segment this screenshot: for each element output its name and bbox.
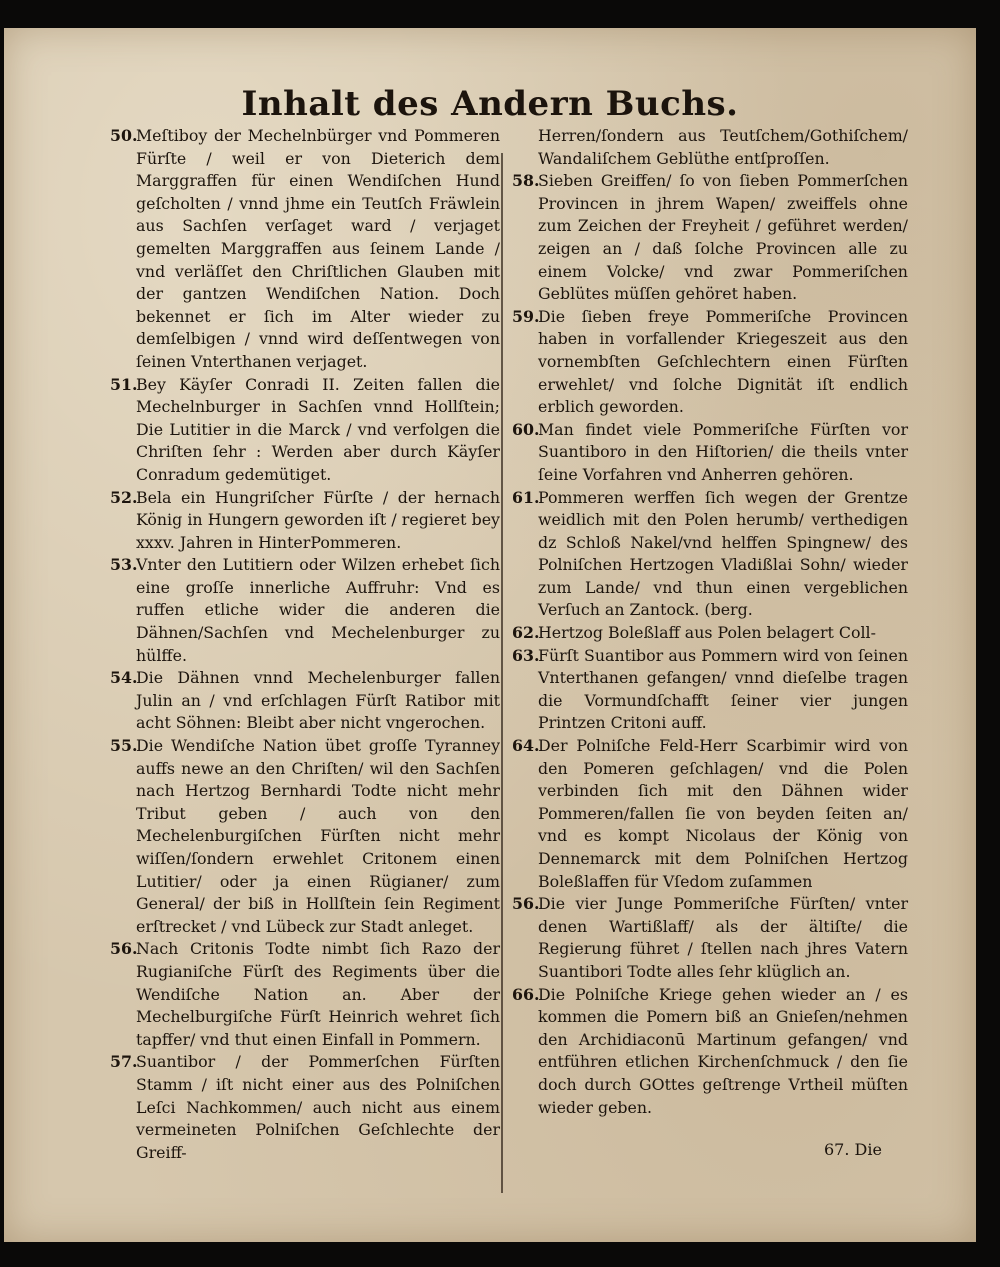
entry-text: Die ſieben freye Pommeriſche Provincen haben in vorfallender Kriegeszeit aus den vornembſten Geſchlechtern einen Fürſten erwehlet/ vnd ſolche Dignität iſt endlich erblich geworden. [538,306,908,417]
continuation-text: Herren/ſondern aus Teutſchem/Gothiſchem/ Wandaliſchem Geblüthe entſproſſen. [538,126,908,168]
entry-number: 58. [512,171,540,191]
entry-number: 66. [512,984,540,1004]
entry-text: Bey Käyſer Conradi II. Zeiten fallen die Mechelnburger in Sachſen vnnd Hollſtein; Die Lutitier in die Marck / vnd verfolgen die Chriſten ſehr : Werden aber durch Käyſer Conradum gedemütiget. [136,374,500,484]
list-item [110,554,500,667]
entry-number: 64. [512,736,540,756]
entry-text: Sieben Greiffen/ ſo von ſieben Pommerſchen Provincen in jhrem Wapen/ zweiffels ohne zum Zeichen der Freyheit / geführet werden/ zeigen an / daß ſolche Provincen alle zu einem Volcke/ vnd zwar Pommeriſchen Geblütes müſſen gehöret haben. [538,171,908,304]
entry-number: 63. [512,645,540,665]
entry-number: 60. [512,419,540,439]
list-item [512,645,908,735]
catchword: 67. Die [824,1140,882,1159]
entry-number: 53. [110,555,138,575]
list-item [110,735,500,938]
left-column [110,125,500,1164]
entry-text: Bela ein Hungriſcher Fürſte / der hernach König in Hungern geworden iſt / regieret bey xxxv. Jahren in HinterPommeren. [136,487,500,552]
entry-text: Pommeren werffen ſich wegen der Grentze weidlich mit den Polen herumb/ verthedigen dz Schloß Nakel/vnd helffen Spingnew/ des Polniſchen Hertzogen Vladißlai Sohn/ wieder zum Lande/ vnd thun einen vergeblichen Verſuch an Zantock. (berg. [538,487,908,620]
list-item [512,306,908,419]
list-item [512,735,908,893]
entry-number: 54. [110,668,138,688]
entry-number: 56. [512,894,540,914]
entry-text: Der Polniſche Feld-Herr Scarbimir wird von den Pomeren geſchlagen/ vnd die Polen verbinden ſich mit den Dähnen wider Pommeren/fallen ſie von beyden ſeiten an/ vnd es kompt Nicolaus der König von Dennemarck mit dem Polniſchen Hertzog Boleßlaffen für Vſedom zuſammen [538,736,908,891]
right-column [512,125,908,1119]
entry-text: Meſtiboy der Mechelnbürger vnd Pommeren Fürſte / weil er von Dieterich dem Marggraffen für einen Wendiſchen Hund geſcholten / vnnd jhme ein Teutſch Fräwlein aus Sachſen verſaget ward / verjaget gemelten Marggraffen aus ſeinem Lande / vnd verläſſet den Chriſtlichen Glauben mit der gantzen Wendiſchen Nation. Doch bekennet er ſich im Alter wieder zu demſelbigen / vnnd wird deſſentwegen von ſeinen Vnterthanen verjaget. [136,126,500,371]
entry-number: 62. [512,623,540,643]
entry-text: Suantibor / der Pommerſchen Fürſten Stamm / iſt nicht einer aus des Polniſchen Leſci Nachkommen/ auch nicht aus einem vermeineten Polniſchen Geſchlechte der Greiff- [136,1052,500,1162]
entry-text: Die vier Junge Pommeriſche Fürſten/ vnter denen Wartißlaff/ als der ältiſte/ die Regierung führet / ſtellen nach jhres Vatern Suantibori Todte alles ſehr klüglich an. [538,894,908,981]
entry-number: 59. [512,306,540,326]
entry-number: 61. [512,487,540,507]
column-divider [501,153,503,1193]
entry-number: 56. [110,939,138,959]
list-item [110,374,500,487]
list-item [110,1051,500,1164]
list-item [512,170,908,306]
list-item [512,487,908,623]
entry-text: Vnter den Lutitiern oder Wilzen erhebet ſich eine groſſe innerliche Auffruhr: Vnd es ruffen etliche wider die anderen die Dähnen/Sachſen vnd Mechelenburger zu hülffe. [136,555,500,665]
book-page [4,28,976,1242]
list-item [512,893,908,983]
list-item [512,984,908,1120]
entry-number: 55. [110,736,138,756]
entry-text: Die Dähnen vnnd Mechelenburger fallen Julin an / vnd erſchlagen Fürſt Ratibor mit acht Söhnen: Bleibt aber nicht vngerochen. [136,668,500,733]
list-item [110,667,500,735]
entry-text: Man findet viele Pommeriſche Fürſten vor Suantiboro in den Hiſtorien/ die theils vnter ſeine Vorfahren vnd Anherren gehören. [538,419,908,484]
list-item [512,622,908,645]
list-item [110,487,500,555]
list-item [512,419,908,487]
entry-number: 51. [110,374,138,394]
list-item [110,125,500,374]
list-item [110,938,500,1051]
entry-text: Die Wendiſche Nation übet groſſe Tyranney auffs newe an den Chriſten/ wil den Sachſen nach Hertzog Bernhardi Todte nicht mehr Tribut geben / auch von den Mechelenburgiſchen Fürſten nicht mehr wiſſen/ſondern erwehlet Critonem einen Lutitier/ oder ja einen Rügianer/ zum General/ der biß in Hollſtein ſein Regiment erſtrecket / vnd Lübeck zur Stadt anleget. [136,736,500,936]
entry-text: Die Polniſche Kriege gehen wieder an / es kommen die Pomern biß an Gnieſen/nehmen den Archidiaconū Martinum gefangen/ vnd entführen etlichen Kirchenſchmuck / den ſie doch durch GOttes geſtrenge Vrtheil müſten wieder geben. [538,984,908,1117]
entry-number: 57. [110,1052,138,1072]
entry-number: 50. [110,126,138,145]
page-title: Inhalt des Andern Buchs. [241,84,739,124]
entry-number: 52. [110,487,138,507]
entry-text: Fürſt Suantibor aus Pommern wird von ſeinen Vnterthanen gefangen/ vnnd dieſelbe tragen die Vormundſchafft ſeiner vier jungen Printzen Critoni auff. [538,645,908,733]
entry-text: Hertzog Boleßlaff aus Polen belagert Coll- [538,623,876,643]
entry-text: Nach Critonis Todte nimbt ſich Razo der Rugianiſche Fürſt des Regiments über die Wendiſche Nation an. Aber der Mechelburgiſche Fürſt Heinrich wehret ſich tapffer/ vnd thut einen Einfall in Pommern. [136,939,500,1049]
